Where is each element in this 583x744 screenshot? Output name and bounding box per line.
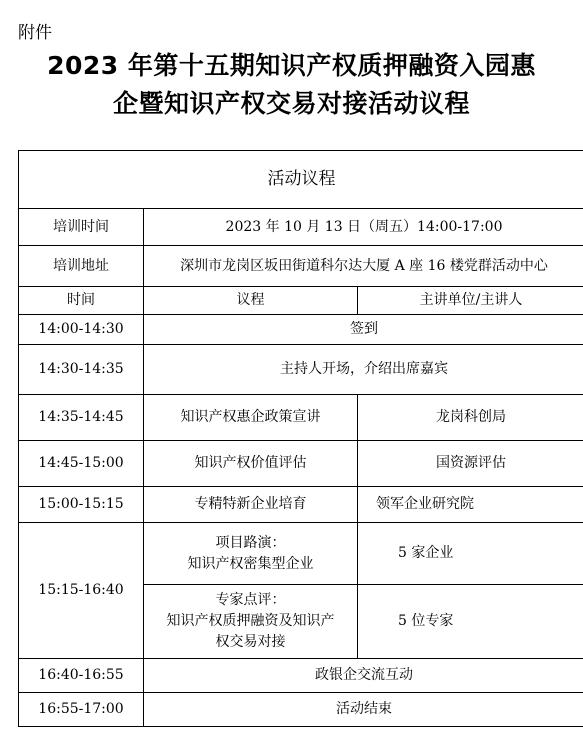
row-agenda-expert <box>144 585 358 659</box>
column-header-speaker: 主讲单位/主讲人 <box>358 287 583 315</box>
training-location-value: 深圳市龙岗区坂田街道科尔达大厦 A 座 16 楼党群活动中心 <box>144 246 583 287</box>
table-row <box>19 487 583 523</box>
page-title-line2: 企暨知识产权交易对接活动议程 <box>112 89 470 118</box>
row-time: 14:45-15:00 <box>19 441 144 487</box>
column-header-time: 时间 <box>19 287 144 315</box>
row-agenda: 主持人开场，介绍出席嘉宾 <box>144 345 583 395</box>
table-row <box>19 523 583 585</box>
expert-line3: 权交易对接 <box>215 634 286 650</box>
row-speaker: 国资源评估 <box>358 441 583 487</box>
table-row <box>19 315 583 345</box>
row-time: 14:00-14:30 <box>19 315 144 345</box>
table-row <box>19 441 583 487</box>
row-time: 14:35-14:45 <box>19 395 144 441</box>
row-agenda: 活动结束 <box>144 693 583 727</box>
roadshow-line2: 知识产权密集型企业 <box>187 555 314 572</box>
row-agenda-roadshow <box>144 523 358 585</box>
column-header-row <box>19 287 583 315</box>
agenda-table <box>18 150 583 727</box>
training-location-row <box>19 246 583 287</box>
training-time-label: 培训时间 <box>19 209 144 246</box>
training-time-row <box>19 209 583 246</box>
row-speaker: 5 位专家 <box>358 585 583 659</box>
page-title-line1: 2023 年第十五期知识产权质押融资入园惠 <box>47 51 536 80</box>
table-row <box>19 659 583 693</box>
table-heading: 活动议程 <box>19 151 583 209</box>
row-time: 15:00-15:15 <box>19 487 144 523</box>
expert-line1: 专家点评： <box>215 592 286 608</box>
row-agenda: 知识产权价值评估 <box>144 441 358 487</box>
training-time-value: 2023 年 10 月 13 日（周五）14:00-17:00 <box>144 209 583 246</box>
row-time: 14:30-14:35 <box>19 345 144 395</box>
row-speaker: 领军企业研究院 <box>358 487 583 523</box>
training-location-label: 培训地址 <box>19 246 144 287</box>
row-agenda: 政银企交流互动 <box>144 659 583 693</box>
row-speaker: 龙岗科创局 <box>358 395 583 441</box>
row-agenda: 知识产权惠企政策宣讲 <box>144 395 358 441</box>
row-speaker: 5 家企业 <box>358 523 583 585</box>
row-time: 16:55-17:00 <box>19 693 144 727</box>
roadshow-line1: 项目路演： <box>215 534 286 551</box>
row-agenda: 签到 <box>144 315 583 345</box>
expert-line2: 知识产权质押融资及知识产 <box>166 613 335 629</box>
table-heading-row <box>19 151 583 209</box>
row-agenda: 专精特新企业培育 <box>144 487 358 523</box>
table-row <box>19 693 583 727</box>
row-time: 15:15-16:40 <box>19 523 144 659</box>
table-row <box>19 395 583 441</box>
attachment-label: 附件 <box>18 23 52 43</box>
row-time: 16:40-16:55 <box>19 659 144 693</box>
table-row <box>19 345 583 395</box>
column-header-agenda: 议程 <box>144 287 358 315</box>
